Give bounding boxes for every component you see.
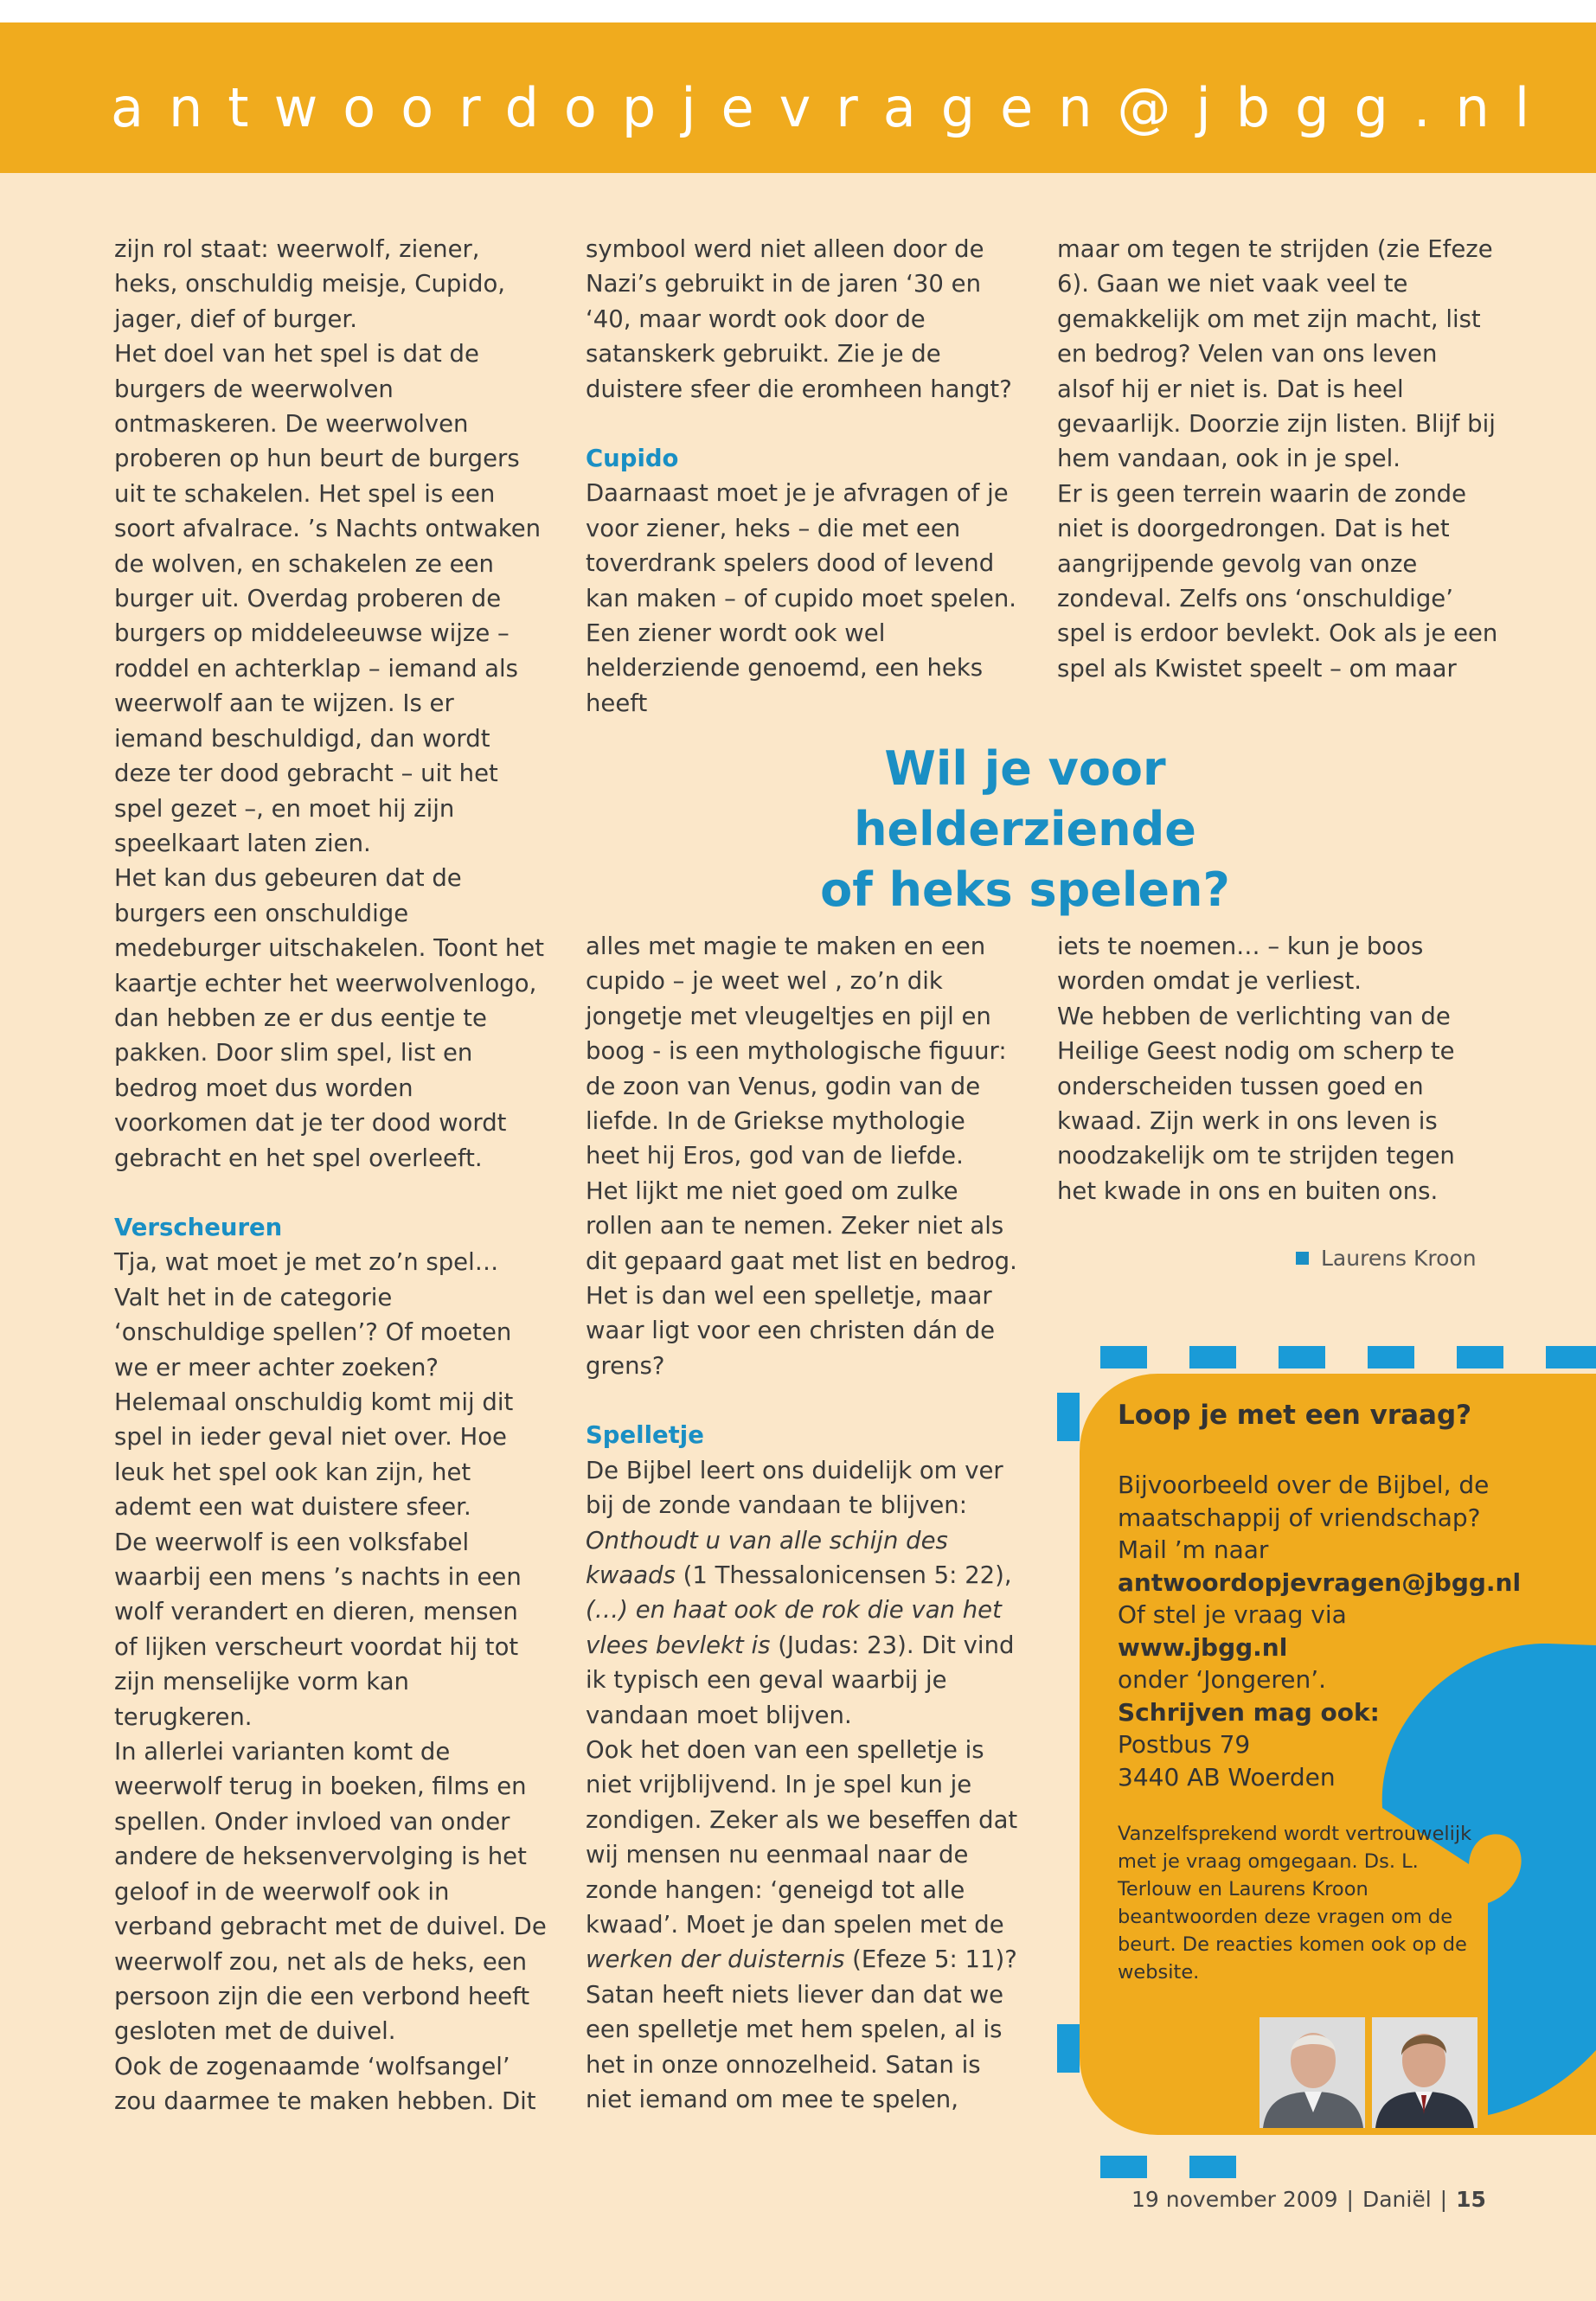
paragraph: iets te noemen… – kun je boos worden omdat je verliest. [1057, 933, 1424, 996]
paragraph: Het doel van het spel is dat de burgers de weerwolven ontmaskeren. De weerwolven proberen op hun beurt de burgers uit te schakelen. Het spel is een soort afvalrace. ’s Nachts ontwaken de wolven, en schakelen ze een burger uit. Overdag proberen de burgers op middeleeuwse wijze – roddel en achterklap – iemand als weerwolf aan te wijzen. Is er iemand beschuldigd, dan wordt deze ter dood gebracht – uit het spel gezet –, en moet hij zijn speelkaart laten zien. [114, 340, 542, 857]
issue-date: 19 november 2009 [1131, 2187, 1338, 2212]
paragraph: We hebben de verlichting van de Heilige Geest nodig om scherp te onderscheiden tussen goed en kwaad. Zijn werk in ons leven is noodzakelijk om te strijden tegen het kwade in ons en buiten ons. [1057, 1002, 1455, 1205]
email-link[interactable]: antwoordopjevragen@jbgg.nl [1118, 1567, 1522, 1597]
box-title: Loop je met een vraag? [1118, 1400, 1472, 1431]
paragraph-bible-quote: De Bijbel leert ons duidelijk om ver bij de zonde vandaan te blijven: Onthoudt u van alle schijn des kwaads (1 Thessalonicensen 5: 22), (…) en haat ook de rok die van het vlees bevlekt is (Judas: 23). Dit vind ik typisch een geval waarbij je vandaan moet blijven. [586, 1456, 1015, 1729]
website-link[interactable]: www.jbgg.nl [1118, 1632, 1288, 1662]
paragraph: Ook de zogenaamde ‘wolfsangel’ zou daarmee te maken hebben. Dit [114, 2052, 536, 2116]
portrait-kroon [1372, 2017, 1477, 2128]
paragraph: Het lijkt me niet goed om zulke rollen aan te nemen. Zeker niet als dit gepaard gaat met list en bedrog. Het is dan wel een spelletje, maar waar ligt voor een christen dán de grens? [586, 1176, 1017, 1380]
header-email: antwoordopjevragen@jbgg.nl [111, 76, 1555, 139]
box-fineprint: Vanzelfsprekend wordt vertrouwelijk met je vraag omgegaan. Ds. L. Terlouw en Laurens Kroon beantwoorden deze vragen om de beurt. De reacties komen ook op de website. [1118, 1823, 1472, 1984]
magazine-name: Daniël [1362, 2187, 1432, 2212]
paragraph: maar om tegen te strijden (zie Efeze 6). Gaan we niet vaak veel te gemakkelijk om met zijn macht, list en bedrog? Velen van ons leven alsof hij er niet is. Dat is heel gevaarlijk. Doorzie zijn listen. Blijf bij hem vandaan, ook in je spel. [1057, 235, 1496, 473]
subheading-spelletje: Spelletje [586, 1421, 704, 1450]
paragraph: Het kan dus gebeuren dat de burgers een onschuldige medeburger uitschakelen. Toont het kaartje echter het weerwolvenlogo, dan hebben ze er dus eentje te pakken. Door slim spel, list en bedrog moet dus worden voorkomen dat je ter dood wordt gebracht en het spel overleeft. [114, 864, 544, 1172]
paragraph: Daarnaast moet je je afvragen of je voor ziener, heks – die met een toverdrank spelers dood of levend kan maken – of cupido moet spelen. Een ziener wordt ook wel helderziende genoemd, een heks heeft [586, 479, 1017, 717]
address-line-2: 3440 AB Woerden [1118, 1762, 1336, 1791]
paragraph: Helemaal onschuldig komt mij dit spel in ieder geval niet over. Hoe leuk het spel ook kan zijn, het ademt een wat duistere sfeer. [114, 1388, 514, 1522]
paragraph: Tja, wat moet je met zo’n spel… Valt het in de categorie ‘onschuldige spellen’? Of moeten we er meer achter zoeken? [114, 1248, 512, 1381]
paragraph: symbool werd niet alleen door de Nazi’s gebruikt in de jaren ‘30 en ‘40, maar wordt ook door de satanskerk gebruikt. Zie je de duistere sfeer die eromheen hangt? [586, 235, 1012, 403]
paragraph: zijn rol staat: weerwolf, ziener, heks, onschuldig meisje, Cupido, jager, dief of burger. [114, 235, 506, 333]
paragraph: Er is geen terrein waarin de zonde niet is doorgedrongen. Dat is het aangrijpende gevolg van onze zondeval. Zelfs ons ‘onschuldige’ spel is erdoor bevlekt. Ook als je een spel als Kwistet speelt – om maar [1057, 479, 1498, 683]
paragraph: Ook het doen van een spelletje is niet vrijblijvend. In je spel kun je zondigen. Zeker als we beseffen dat wij mensen nu eenmaal naar de zonde hangen: ‘geneigd tot alle kwaad’. Moet je dan spelen met de werken der duisternis (Efeze 5: 11)? Satan heeft niets liever dan dat we een spelletje met hem spelen, al is het in onze onnozelheid. Satan is niet iemand om mee te spelen, [586, 1735, 1018, 2113]
box-line: Of stel je vraag via [1118, 1600, 1347, 1629]
paragraph: alles met magie te maken en een cupido – je weet wel , zo’n dik jongetje met vleugeltjes en pijl en boog - is een mythologische figuur: de zoon van Venus, godin van de liefde. In de Griekse mythologie heet hij Eros, god van de liefde. [586, 933, 1007, 1170]
box-line: Mail ’m naar [1118, 1535, 1269, 1564]
subheading-cupido: Cupido [586, 445, 679, 473]
box-line: Bijvoorbeeld over de Bijbel, de maatschappij of vriendschap? [1118, 1471, 1490, 1532]
pull-quote-line-1: Wil je voor helderziende [854, 741, 1196, 856]
page-number: 15 [1456, 2187, 1486, 2212]
subheading-verscheuren: Verscheuren [114, 1213, 283, 1241]
address-line-1: Postbus 79 [1118, 1730, 1251, 1759]
portrait-terlouw [1259, 2017, 1365, 2128]
paragraph: In allerlei varianten komt de weerwolf terug in boeken, films en spellen. Onder invloed van onder andere de heksenvervolging is het geloof in de weerwolf ook in verband gebracht met de duivel. De weerwolf zou, net als de heks, een persoon zijn die een verbond heeft gesloten met de duivel. [114, 1738, 547, 2046]
paragraph: De weerwolf is een volksfabel waarbij een mens ’s nachts in een wolf verandert en dieren, mensen of lijken verscheurt voordat hij tot zijn menselijke vorm kan terugkeren. [114, 1528, 522, 1731]
page-footer: 19 november 2009 | Daniël | 15 [1131, 2187, 1486, 2212]
author-credit: Laurens Kroon [1296, 1246, 1477, 1271]
box-line: onder ‘Jongeren’. [1118, 1665, 1326, 1694]
pull-quote-line-2: of heks spelen? [820, 862, 1230, 917]
write-heading: Schrijven mag ook: [1118, 1697, 1380, 1727]
box-body [1118, 1469, 1524, 1793]
